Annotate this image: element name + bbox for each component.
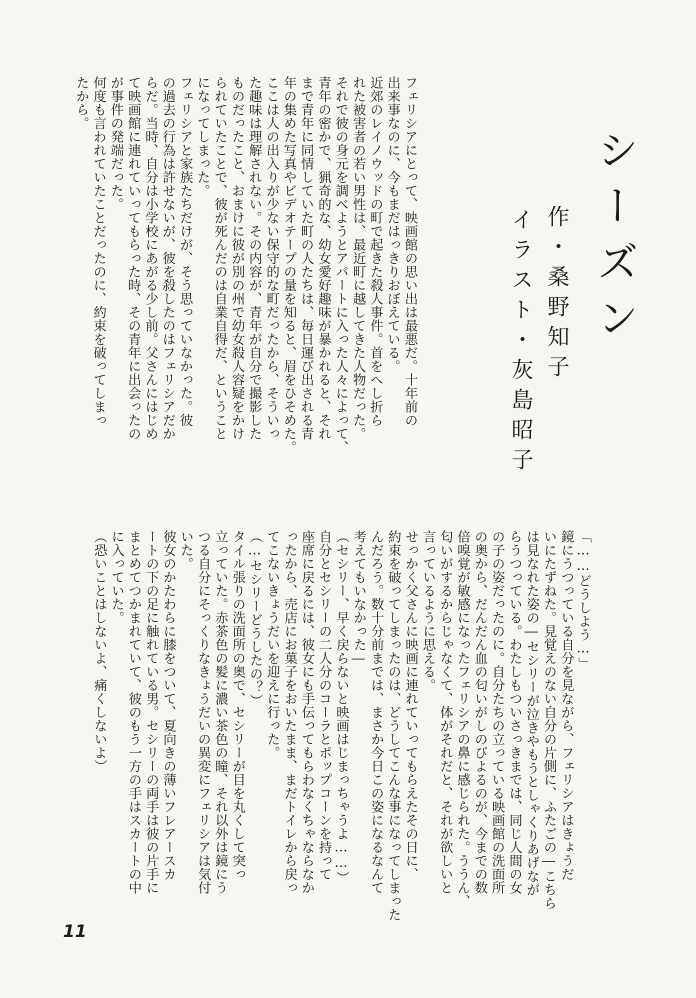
- text-line: ここは人の出入りが少ない保守的な町だったから、そういっ: [263, 76, 279, 441]
- author-credit: 作・桑野知子: [544, 205, 569, 385]
- text-line: フェリシアにとって、映画館の思い出は最悪だ。十年前の: [401, 76, 417, 427]
- text-line: 立っていた。赤茶色の髪に濃い茶色の瞳、それ以外は鏡にう: [212, 530, 228, 895]
- text-line: られていたことで、彼が死んだのは自業自得だ、ということ: [211, 76, 227, 441]
- text-line: まとめてつかまれていて、彼のもう一方の手はスカートの中: [125, 530, 141, 895]
- text-line: 青年の密かで、猟奇的な、幼女愛好趣味が暴かれると、それ: [315, 76, 331, 441]
- text-line: ったから、売店にお菓子をおいたまま、まだトイレから戻っ: [281, 530, 297, 895]
- text-line: らうつっている。わたしもついさっきまでは、同じ人間の女: [506, 530, 522, 895]
- text-line: 年の集めた写真やビデオテープの量を知ると、眉をひそめた。: [280, 76, 296, 454]
- text-line: 約束を破ってしまったのは、どうしてこんな事になってしまった: [385, 530, 401, 922]
- text-line: 考えてもいなかった―: [350, 530, 366, 667]
- text-line: れた被害者の若い男性は、最近町に越してきた人物だった。: [350, 76, 366, 441]
- text-line: に入っていた。: [108, 530, 124, 625]
- text-line: （セシリー、早く戻らないと映画はじまっちゃうよ……）: [333, 530, 349, 885]
- page-number: 11: [63, 922, 87, 942]
- text-line: いた。: [177, 530, 193, 571]
- text-line: 出来事なのに、今もまだはっきりおぼえている。: [384, 76, 400, 373]
- text-line: 「……どうしよう…」: [575, 530, 591, 671]
- text-line: つる自分にそっくりなきょうだいの異変にフェリシアは気付: [195, 530, 211, 895]
- text-line: た趣味は理解されない。その内容が、青年が自分で撮影した: [246, 76, 262, 441]
- text-line: 匂いがするからじゃなくて、体がそれだと、それが欲しいと: [437, 530, 453, 895]
- text-line: 彼女のかたわらに膝をついて、夏向きの薄いフレアースカ: [160, 530, 176, 881]
- text-line: 倍嗅覚が敏感になったフェリシアの鼻に感じられた。ううん、: [454, 530, 470, 908]
- text-line: ートの下の足に触れている男。セシリーの両手は彼の片手に: [143, 530, 159, 895]
- text-line: 自分とセシリーの二人分のコーラとポップコーンを持って: [316, 530, 332, 881]
- top-text-block: [72, 76, 418, 496]
- text-line: の奥から、だんだん血の匂いがしのびよるのが、今までの数: [471, 530, 487, 895]
- text-line: 近郊のレイノウッドの町で起きた殺人事件。首をへし折ら: [367, 76, 383, 427]
- text-line: タイル張りの洗面所の奥で、セシリーが目を丸くして突っ: [229, 530, 245, 881]
- text-line: て映画館に連れていってもらった時、その青年に出会ったの: [125, 76, 141, 441]
- text-line: 言っているように思える。: [419, 530, 435, 692]
- text-line: が事件の発端だった。: [107, 76, 123, 211]
- text-line: （恐いことはしないよ、痛くしないよ）: [91, 530, 107, 773]
- text-line: んだろう。数十分前までは、まさか今日この姿になるなんて: [368, 530, 384, 895]
- text-line: らだ。当時、自分は小学校にあがる少し前。父さんにはじめ: [142, 76, 158, 441]
- text-line: 鏡にうつっている自分を見ながら、フェリシアはきょうだ: [558, 530, 574, 881]
- text-line: まで青年に同情していた町の人たちは、毎日運び出される青: [298, 76, 314, 441]
- text-line: フェリシアと家族たちだけが、そう思っていなかった。彼: [177, 76, 193, 427]
- text-line: の過去の行為は許せないが、彼を殺したのはフェリシアだか: [159, 76, 175, 441]
- bottom-text-block: [90, 530, 592, 925]
- text-line: （…セシリーどうしたの？）: [246, 530, 262, 708]
- text-line: たから。: [73, 76, 89, 130]
- text-line: てこないきょうだいを迎えに行った。: [264, 530, 280, 760]
- text-line: いにたずねた。見覚えのない自分の片側に、ふたごの―こちら: [541, 530, 557, 910]
- text-line: になってしまった。: [194, 76, 210, 198]
- text-line: は見なれた姿の―セシリーが泣きやもうとしゃくりあげなが: [523, 530, 539, 897]
- text-line: ものだったこと、おまけに彼が別の州で幼女殺人容疑をかけ: [228, 76, 244, 441]
- text-line: 何度も言われていたことだったのに、約束を破ってしまっ: [90, 76, 106, 427]
- text-line: の子の姿だったのに。自分たちの立っている映画館の洗面所: [489, 530, 505, 895]
- text-line: 座席に戻るには、彼女にも手伝ってもらわなくちゃならなか: [298, 530, 314, 895]
- illustrator-credit: イラスト・灰島昭子: [508, 208, 533, 478]
- text-line: それで彼の身元を調べようとアパートに入った人々によって、: [332, 76, 348, 454]
- story-title: シーズン: [591, 128, 640, 352]
- text-line: せっかく父さんに映画に連れていってもらえたその日に、: [402, 530, 418, 881]
